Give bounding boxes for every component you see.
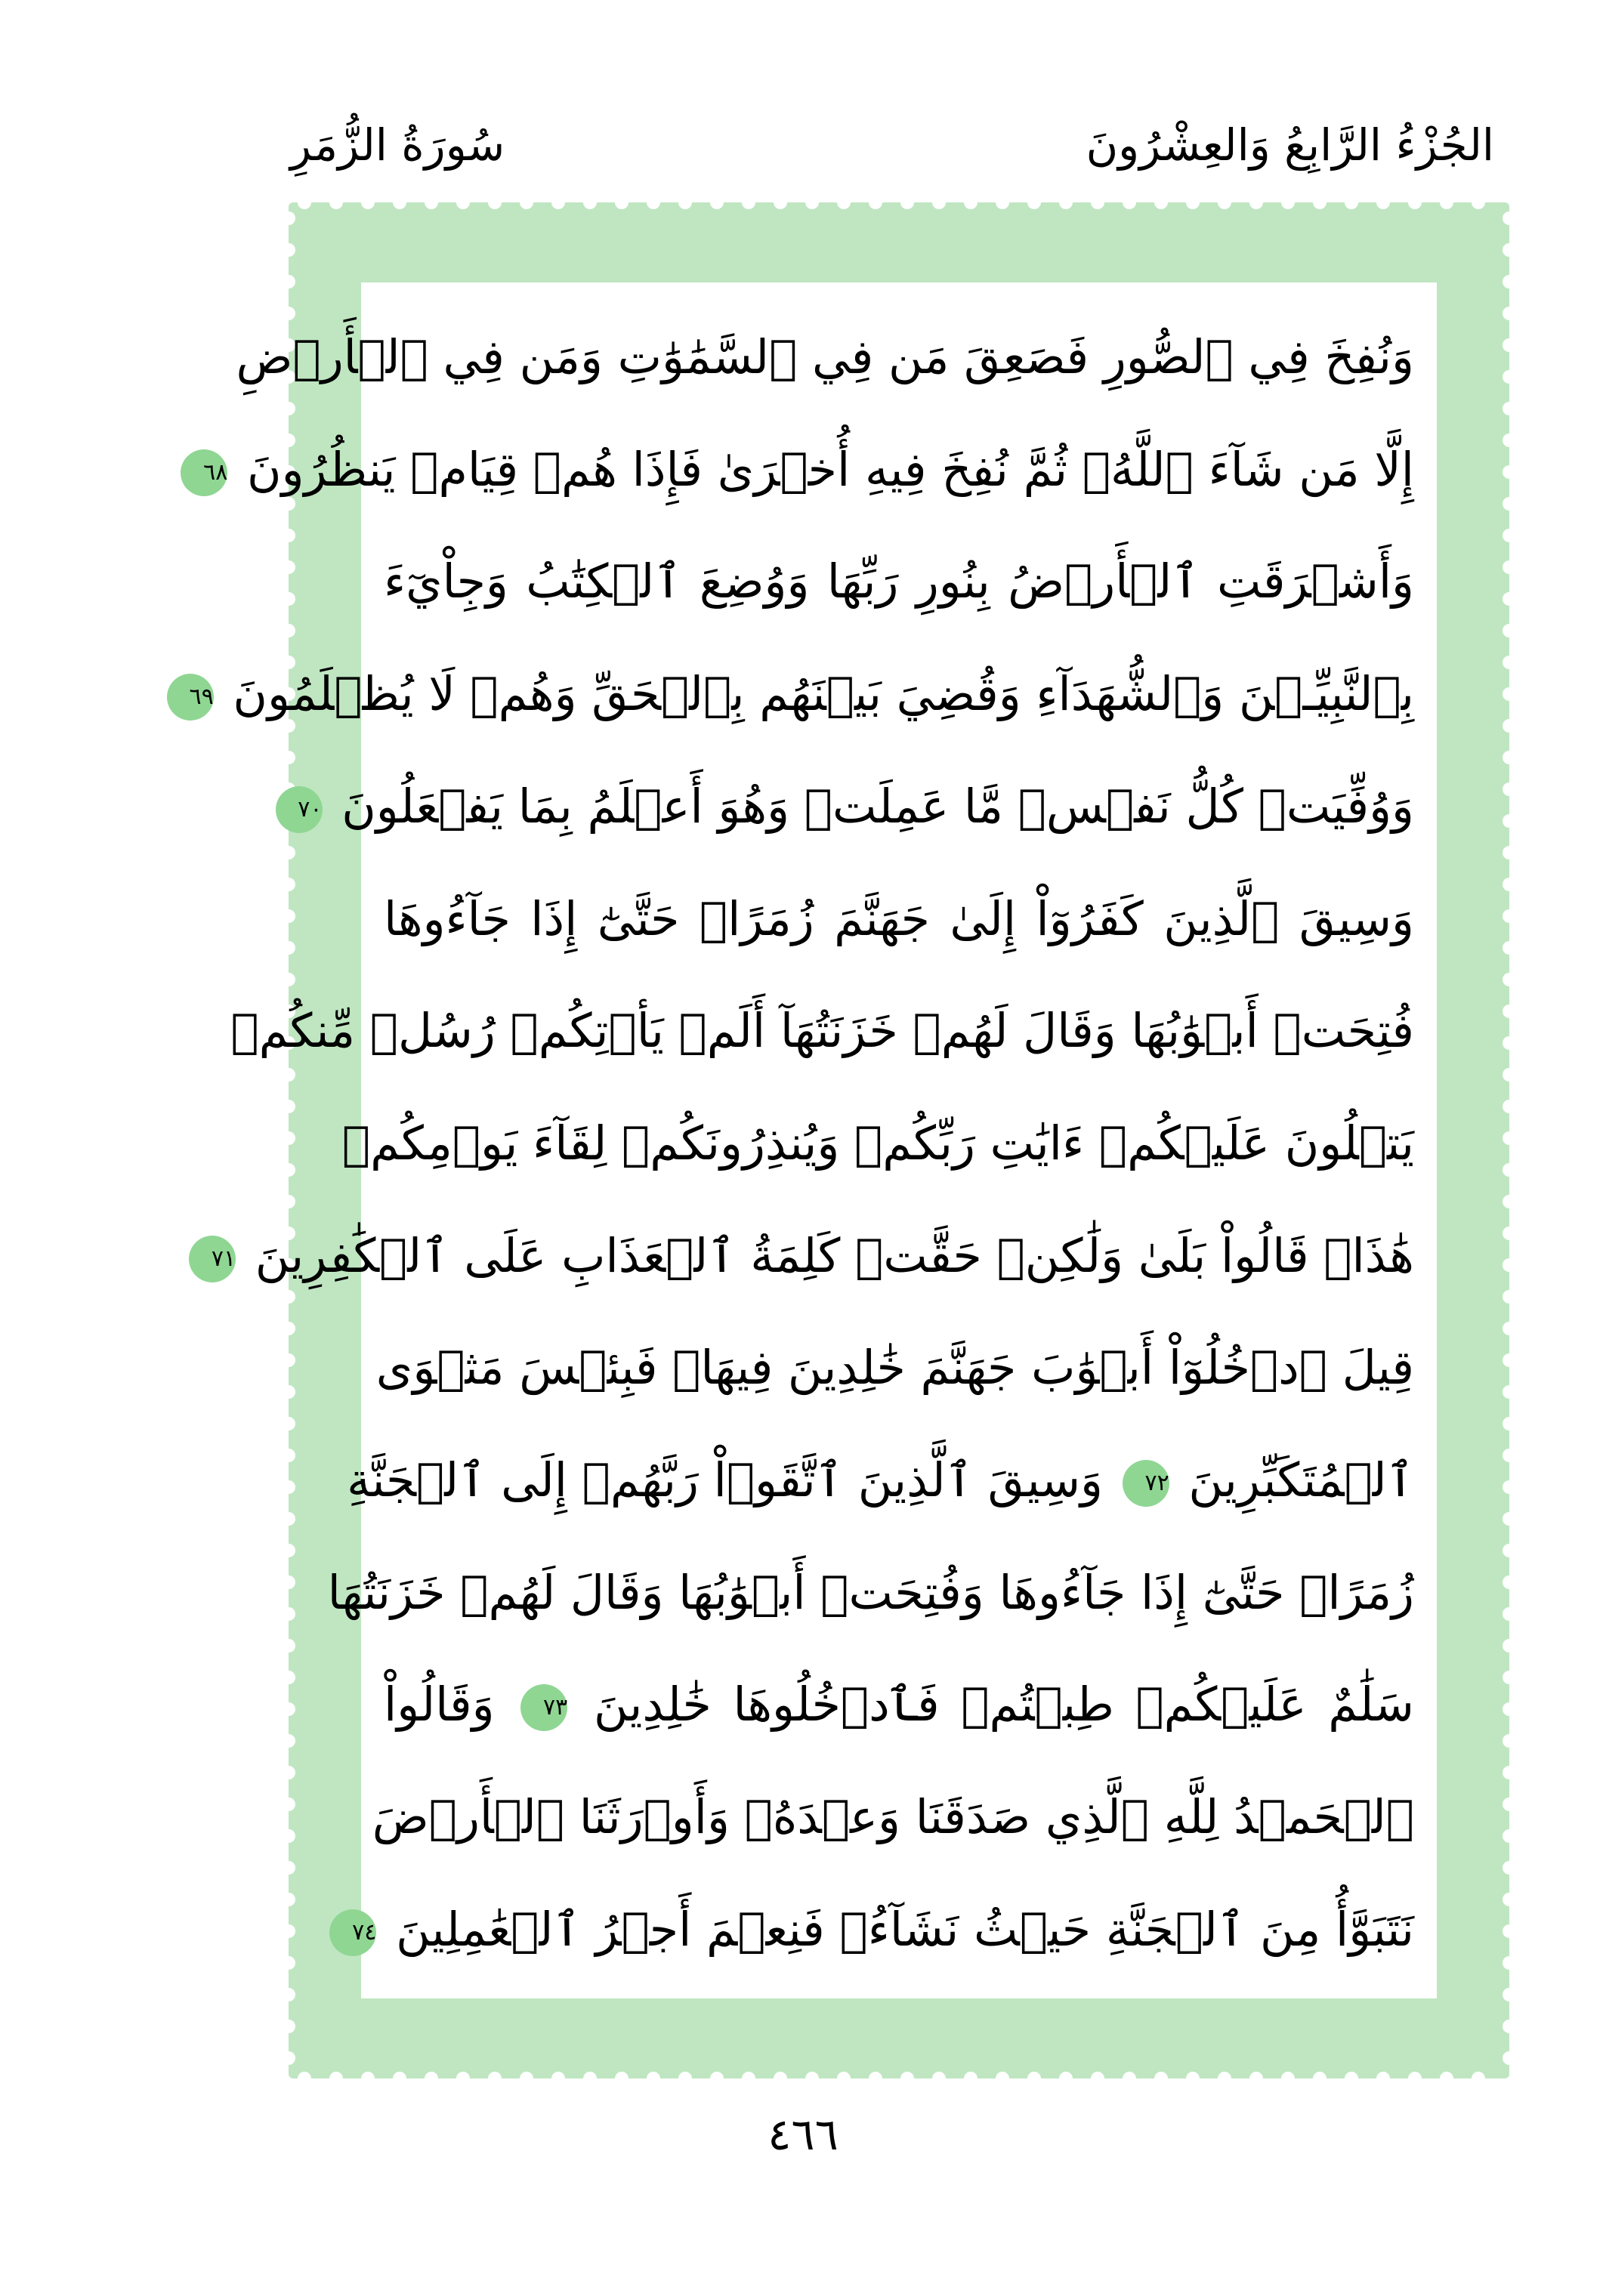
scallop [1503, 1956, 1516, 1970]
scallop [425, 2072, 438, 2085]
text-panel [189, 282, 1437, 1998]
scallop [282, 402, 295, 415]
scallop [1503, 1385, 1516, 1399]
verse-line [203, 425, 1414, 514]
scallop [393, 196, 406, 209]
scallop [1218, 2072, 1231, 2085]
scallop [551, 196, 565, 209]
scallop [1249, 2072, 1263, 2085]
scallop [1059, 196, 1073, 209]
scallop [1503, 211, 1516, 225]
scallop [1503, 624, 1516, 637]
scallop [282, 1100, 295, 1113]
scallop [1503, 1258, 1516, 1272]
verse-text: يَتۡلُونَ عَلَيۡكُمۡ ءَايَٰتِ رَبِّكُمۡ وَيُنذِرُونَكُمۡ لِقَآءَ يَوۡمِكُمۡ [341, 1115, 1414, 1171]
scallop [282, 1639, 295, 1653]
scallop [282, 1512, 295, 1526]
scallop [456, 196, 470, 209]
scallop [1503, 1829, 1516, 1843]
scallop [282, 592, 295, 606]
scallop [1503, 1449, 1516, 1462]
verse-text: وَقَالُواْ [384, 1677, 495, 1733]
scallop [282, 1417, 295, 1430]
scallop [520, 196, 533, 209]
scallop [1472, 2072, 1485, 2085]
scallop [329, 196, 343, 209]
scallop [1408, 196, 1422, 209]
scallop [282, 243, 295, 257]
scallop [1440, 2072, 1453, 2085]
scallop [1503, 1766, 1516, 1779]
verse-line [384, 875, 1414, 964]
scallop [1218, 196, 1231, 209]
scallop [1408, 2072, 1422, 2085]
scallop [1503, 1798, 1516, 1811]
ayah-number-marker: ٦٩ [167, 674, 214, 721]
scallop [282, 1924, 295, 1938]
scallop [1503, 1480, 1516, 1494]
scallop [1376, 196, 1390, 209]
scallop [1345, 196, 1358, 209]
scallop [1503, 1131, 1516, 1145]
scallop [1281, 196, 1295, 209]
scallop [1345, 2072, 1358, 2085]
verse-text: وَوُفِّيَتۡ كُلُّ نَفۡسٖ مَّا عَمِلَتۡ وَهُوَ أَعۡلَمُ بِمَا يَفۡعَلُونَ [341, 778, 1414, 834]
scallop [1503, 1512, 1516, 1526]
scallop [742, 196, 755, 209]
ayah-number-marker: ٧١ [189, 1236, 236, 1282]
scallop [1503, 307, 1516, 320]
scallop [996, 2072, 1009, 2085]
verse-text: بِٱلنَّبِيِّـۧنَ وَٱلشُّهَدَآءِ وَقُضِيَ بَيۡنَهُم بِٱلۡحَقِّ وَهُمۡ لَا يُظۡلَمُونَ [233, 666, 1414, 722]
verse-text: وَنُفِخَ فِي ٱلصُّورِ فَصَعِقَ مَن فِي ٱلسَّمَٰوَٰتِ وَمَن فِي ٱلۡأَرۡضِ [236, 329, 1414, 384]
scallop [1123, 196, 1136, 209]
scallop [282, 1195, 295, 1208]
scallop [710, 2072, 724, 2085]
scallop [1503, 1417, 1516, 1430]
scallop [1154, 2072, 1168, 2085]
decorative-frame [189, 202, 1509, 2078]
scallop [1503, 1036, 1516, 1050]
scallop [1313, 2072, 1326, 2085]
scallop [1503, 434, 1516, 447]
scallop [1503, 1607, 1516, 1621]
verse-line [230, 986, 1414, 1075]
scallop [1503, 814, 1516, 828]
scallop [932, 196, 946, 209]
scallop [996, 196, 1009, 209]
scallop [1123, 2072, 1136, 2085]
scallop [805, 2072, 819, 2085]
scallop [282, 1861, 295, 1875]
scallop [678, 196, 692, 209]
scallop [282, 275, 295, 289]
scallop [1440, 196, 1453, 209]
scallop [964, 2072, 977, 2085]
verse-line [375, 1323, 1414, 1412]
scallop [1503, 656, 1516, 669]
scallop [282, 1702, 295, 1716]
scallop [583, 196, 597, 209]
verse-text: وَسِيقَ ٱلَّذِينَ كَفَرُوٓاْ إِلَىٰ جَهَنَّمَ زُمَرًاۖ حَتَّىٰٓ إِذَا جَآءُوهَا [384, 890, 1414, 946]
scallop [282, 1607, 295, 1621]
scallop [488, 196, 502, 209]
scallop [393, 2072, 406, 2085]
scallop [1503, 1893, 1516, 1906]
scallop [1059, 2072, 1073, 2085]
verse-line [352, 1885, 1414, 1974]
scallop [282, 1829, 295, 1843]
scallop [551, 2072, 565, 2085]
scallop [282, 1353, 295, 1367]
scallop [1503, 782, 1516, 796]
scallop [1154, 196, 1168, 209]
scallop [1503, 973, 1516, 986]
ayah-number-marker: ٧٣ [520, 1684, 567, 1731]
scallop [1186, 2072, 1200, 2085]
scallop [488, 2072, 502, 2085]
scallop [1503, 592, 1516, 606]
verse-line [327, 1548, 1414, 1637]
scallop [282, 1734, 295, 1748]
scallop [456, 2072, 470, 2085]
scallop [1503, 1639, 1516, 1653]
scallop [900, 2072, 914, 2085]
verse-text: قِيلَ ٱدۡخُلُوٓاْ أَبۡوَٰبَ جَهَنَّمَ خَٰلِدِينَ فِيهَاۖ فَبِئۡسَ مَثۡوَى [375, 1340, 1414, 1396]
verse-line [298, 762, 1414, 851]
scallop [837, 196, 851, 209]
scallop [1027, 2072, 1041, 2085]
ayah-number-marker: ٧٠ [276, 786, 323, 833]
scallop [282, 1163, 295, 1177]
scallop [583, 2072, 597, 2085]
verse-text: فُتِحَتۡ أَبۡوَٰبُهَا وَقَالَ لَهُمۡ خَزَنَتُهَآ أَلَمۡ يَأۡتِكُمۡ رُسُلٞ مِّنكُمۡ [230, 1003, 1414, 1059]
scallop [1472, 196, 1485, 209]
scallop [837, 2072, 851, 2085]
scallop [1503, 1163, 1516, 1177]
scallop [1313, 196, 1326, 209]
scallop [1503, 878, 1516, 891]
verse-text: هَٰذَاۚ قَالُواْ بَلَىٰ وَلَٰكِنۡ حَقَّتۡ كَلِمَةُ ٱلۡعَذَابِ عَلَى ٱلۡكَٰفِرِينَ [255, 1227, 1414, 1283]
verse-text: ٱلۡحَمۡدُ لِلَّهِ ٱلَّذِي صَدَقَنَا وَعۡدَهُۥ وَأَوۡرَثَنَا ٱلۡأَرۡضَ [372, 1789, 1414, 1845]
verse-line [211, 1211, 1414, 1301]
scallop [1503, 1671, 1516, 1684]
scallop [1503, 687, 1516, 701]
scallop [742, 2072, 755, 2085]
scallop [1503, 1988, 1516, 2001]
verse-line [384, 537, 1414, 626]
verse-line [341, 1099, 1414, 1188]
scallop [805, 196, 819, 209]
scallop [869, 196, 882, 209]
scallop [869, 2072, 882, 2085]
scallop [1503, 1195, 1516, 1208]
scallop [1503, 338, 1516, 352]
verse-text: سَلَٰمٌ عَلَيۡكُمۡ طِبۡتُمۡ فَٱدۡخُلُوهَا خَٰلِدِينَ [593, 1677, 1414, 1733]
scallop [1503, 909, 1516, 923]
scallop [710, 196, 724, 209]
scallop [282, 2020, 295, 2033]
scallop [932, 2072, 946, 2085]
scallop [1503, 1575, 1516, 1589]
scallop [1503, 2020, 1516, 2033]
scallop [1091, 2072, 1104, 2085]
scallop [964, 196, 977, 209]
scallop [678, 2072, 692, 2085]
scallop [774, 2072, 787, 2085]
scallop [1503, 560, 1516, 574]
scallop [1503, 941, 1516, 955]
scallop [425, 196, 438, 209]
scallop [282, 1766, 295, 1779]
verse-lines [189, 313, 1414, 1974]
scallop [282, 1322, 295, 1335]
ayah-number-marker: ٧٢ [1123, 1460, 1169, 1507]
scallop [774, 196, 787, 209]
scallop [1503, 1290, 1516, 1304]
scallop [282, 1544, 295, 1557]
scallop [282, 624, 295, 637]
scallop [647, 196, 660, 209]
ayah-number-marker: ٧٤ [329, 1909, 376, 1956]
scallop [282, 878, 295, 891]
scallop [615, 2072, 629, 2085]
scallop [647, 2072, 660, 2085]
verse-line [347, 1436, 1414, 1525]
surah-title: سُورَةُ الزُّمَرِ [290, 119, 505, 171]
scallop [1503, 1924, 1516, 1938]
scallop [282, 1385, 295, 1399]
scallop [282, 1671, 295, 1684]
scallop [1503, 243, 1516, 257]
scallop [1281, 2072, 1295, 2085]
scallop [1376, 2072, 1390, 2085]
verse-text: وَسِيقَ ٱلَّذِينَ ٱتَّقَوۡاْ رَبَّهُمۡ إِلَى ٱلۡجَنَّةِ [347, 1452, 1103, 1508]
page-number: ٤٦٦ [767, 2109, 839, 2160]
scallop [282, 1798, 295, 1811]
scallop [1503, 846, 1516, 859]
scallop [1503, 370, 1516, 384]
ayah-number-marker: ٦٨ [181, 449, 227, 496]
scallop [1503, 719, 1516, 733]
scallop [1503, 1322, 1516, 1335]
scallop [361, 2072, 375, 2085]
verse-text: إِلَّا مَن شَآءَ ٱللَّهُۖ ثُمَّ نُفِخَ فِيهِ أُخۡرَىٰ فَإِذَا هُمۡ قِيَامٞ يَنظُرُونَ [247, 441, 1414, 497]
scallop [1503, 1544, 1516, 1557]
scallop [1503, 751, 1516, 764]
scallop [1503, 1004, 1516, 1018]
scallop [282, 941, 295, 955]
scallop [1503, 1702, 1516, 1716]
scallop [1503, 1353, 1516, 1367]
scallop [361, 196, 375, 209]
verse-line [372, 1773, 1414, 1862]
scallop [282, 909, 295, 923]
juz-title: الجُزْءُ الرَّابِعُ وَالعِشْرُونَ [1086, 119, 1494, 171]
scallop [282, 1575, 295, 1589]
scallop [1503, 529, 1516, 542]
scallop [1503, 1068, 1516, 1082]
verse-line [236, 313, 1414, 402]
scallop [282, 1449, 295, 1462]
scallop [1503, 1100, 1516, 1113]
scallop [282, 1480, 295, 1494]
scallop [282, 1131, 295, 1145]
verse-text: زُمَرًاۖ حَتَّىٰٓ إِذَا جَآءُوهَا وَفُتِحَتۡ أَبۡوَٰبُهَا وَقَالَ لَهُمۡ خَزَنَتُهَا [327, 1564, 1414, 1620]
scallop [282, 1956, 295, 1970]
scallop [1503, 1734, 1516, 1748]
scallop [282, 2051, 295, 2065]
verse-text: وَأَشۡرَقَتِ ٱلۡأَرۡضُ بِنُورِ رَبِّهَا وَوُضِعَ ٱلۡكِتَٰبُ وَجِاْيٓءَ [384, 554, 1414, 609]
verse-line [189, 650, 1414, 739]
scallop [1503, 275, 1516, 289]
scallop [282, 560, 295, 574]
scallop [900, 196, 914, 209]
page-header [0, 113, 1606, 196]
scallop [1503, 465, 1516, 479]
scallop [1503, 402, 1516, 415]
scallop [1186, 196, 1200, 209]
verse-line [384, 1660, 1414, 1749]
scallop [1503, 2051, 1516, 2065]
scallop [1503, 1861, 1516, 1875]
scallop [1503, 497, 1516, 511]
scallop [298, 196, 311, 209]
verse-text: نَتَبَوَّأُ مِنَ ٱلۡجَنَّةِ حَيۡثُ نَشَآءُۖ فَنِعۡمَ أَجۡرُ ٱلۡعَٰمِلِينَ [396, 1901, 1414, 1957]
scallop [282, 211, 295, 225]
scallop [298, 2072, 311, 2085]
scallop [282, 1893, 295, 1906]
scallop [1249, 196, 1263, 209]
scallop [1503, 1227, 1516, 1240]
verse-text: ٱلۡمُتَكَبِّرِينَ [1188, 1452, 1414, 1508]
scallop [282, 1988, 295, 2001]
scallop [329, 2072, 343, 2085]
scallop [282, 973, 295, 986]
scallop [615, 196, 629, 209]
scallop [520, 2072, 533, 2085]
scallop [282, 529, 295, 542]
scallop [1027, 196, 1041, 209]
scallop [1091, 196, 1104, 209]
